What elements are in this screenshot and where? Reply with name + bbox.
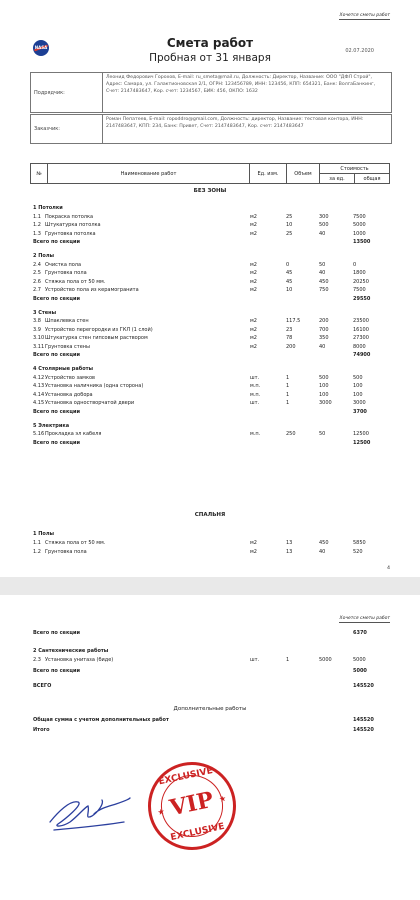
table-row: 2.3 Установка унитаза (биде) шт. 1 5000 5000 bbox=[33, 657, 366, 663]
section-total-row: Всего по секции 74900 bbox=[33, 352, 371, 358]
section-total-row: Всего по секции 3700 bbox=[33, 408, 367, 415]
running-header: Хочется сметы работ bbox=[339, 13, 390, 18]
table-row: 5.16 Прокладка эл кабеля м.п. 250 50 12500 bbox=[33, 431, 369, 437]
doc-subtitle: Пробная от 31 января bbox=[149, 52, 271, 64]
col-num: № bbox=[31, 164, 48, 184]
table-row: 4.13 Установка наличника (одна сторона) м.п. 1 100 100 bbox=[33, 383, 363, 389]
table-row: 4.15 Установка одностворчатой двери шт. 1 3000 3000 bbox=[33, 400, 366, 406]
zone-heading: БЕЗ ЗОНЫ bbox=[193, 188, 227, 194]
stamp-top-text: EXCLUSIVE bbox=[157, 766, 214, 788]
col-unit: Ед. изм. bbox=[250, 164, 287, 184]
star-icon: ★ bbox=[156, 806, 166, 818]
section-title: 1 Полы bbox=[33, 531, 55, 537]
table-row: 1.3 Грунтовка потолка м2 25 40 1000 bbox=[33, 230, 366, 237]
running-header: Хочется сметы работ bbox=[339, 616, 390, 621]
section-title: 4 Столярные работы bbox=[33, 366, 94, 372]
doc-date: 02.07.2020 bbox=[345, 48, 374, 54]
section-total-row: Всего по секции 6370 bbox=[33, 630, 367, 636]
section-total-row: Всего по секции 13500 bbox=[33, 239, 371, 245]
table-row: 2.7 Устройство пола из керамогранита м2 10 750 7500 bbox=[33, 287, 366, 293]
with-extra-total-row: Общая сумма с учетом дополнительных работ 145520 bbox=[33, 717, 374, 723]
grand-total-row: ВСЕГО 145520 bbox=[33, 683, 374, 689]
section-total-row: Всего по секции 12500 bbox=[33, 439, 371, 446]
star-icon: ★ bbox=[218, 793, 228, 805]
extra-works-heading: Дополнительные работы bbox=[173, 706, 247, 712]
client-label: Заказчик: bbox=[31, 115, 103, 143]
table-row: 2.4 Очистка пола м2 0 50 0 bbox=[33, 261, 357, 268]
page-number: 4 bbox=[387, 566, 390, 571]
table-row: 1.1 Покраска потолка м2 25 300 7500 bbox=[33, 213, 366, 220]
client-block bbox=[30, 114, 392, 144]
contractor-label: Подрядчик: bbox=[31, 73, 103, 112]
section-title: 5 Электрика bbox=[33, 422, 70, 429]
nasa-logo-icon: NASA bbox=[33, 40, 49, 56]
table-row: 1.2 Штукатурка потолка м2 10 500 5000 bbox=[33, 222, 366, 228]
section-total-row: Всего по секции 5000 bbox=[33, 668, 367, 674]
page-gap bbox=[0, 577, 420, 595]
final-total-row: Итого 145520 bbox=[33, 727, 374, 733]
col-total: общая bbox=[355, 174, 390, 184]
table-row: 2.6 Стяжка пола от 50 мм. м2 45 450 20250 bbox=[33, 278, 369, 285]
section-title: 2 Полы bbox=[33, 253, 55, 259]
table-row: 3.9 Устройство перегородки из ГКЛ (1 слой) м2 23 700 16100 bbox=[33, 326, 369, 333]
col-per-unit: за ед. bbox=[320, 174, 355, 184]
table-row: 3.10 Штукатурка стен гипсовым раствором м2 78 350 27300 bbox=[33, 335, 369, 341]
contractor-details: Леонид Федорович Горохов, E-mail: ru_smeta@mail.ru, Должность: Директор, Название: ООО "ДФЛ Строй", Адрес: Самара, ул. Галактионовская 2/1, ОГРН: 123456789, ИНН: 123456, КПП: 654321, Банк: ВолгаБанкинг, Счет: 2147483647, Кор. счет: 1234567, БИК: 456, ОКПО: 1632 bbox=[106, 75, 376, 95]
table-row: 3.11 Грунтовка стены м2 200 40 8000 bbox=[33, 343, 366, 350]
stamp-center-text: VIP bbox=[167, 786, 216, 822]
zone-heading: СПАЛЬНЯ bbox=[194, 512, 226, 518]
table-row: 4.12 Устройство замков шт. 1 500 500 bbox=[33, 374, 363, 381]
section-title: 2 Сантехнические работы bbox=[33, 648, 109, 654]
estimate-table-header bbox=[30, 163, 390, 184]
signature-icon bbox=[44, 778, 134, 840]
col-qty: Объем bbox=[287, 164, 320, 184]
page-2 bbox=[0, 595, 420, 900]
client-details: Роман Пепатеев, E-mail: ropoddro@gmail.com, Должность: директор, Название: тестовая контора, ИНН: 2147483647, КПП: 234, Банк: Привет, Счет: 2147483647, Кор. счет: 2147483647 bbox=[106, 117, 364, 130]
section-title: 1 Потолки bbox=[33, 205, 63, 211]
table-row: 1.1 Стяжка пола от 50 мм. м2 13 450 5850 bbox=[33, 540, 366, 546]
stamp-bottom-text: EXCLUSIVE bbox=[169, 821, 226, 844]
table-row: 1.2 Грунтовка пола м2 13 40 520 bbox=[33, 549, 363, 555]
contractor-block bbox=[30, 72, 392, 113]
table-row: 4.14 Установка добора м.п. 1 100 100 bbox=[33, 391, 363, 398]
table-row: 3.8 Шпаклевка стен м2 117.5 200 23500 bbox=[33, 318, 369, 324]
doc-title: Смета работ bbox=[166, 36, 254, 50]
section-total-row: Всего по секции 29550 bbox=[33, 295, 371, 302]
col-name: Наименование работ bbox=[48, 164, 250, 184]
col-cost: Стоимость bbox=[320, 164, 390, 174]
table-row: 2.5 Грунтовка пола м2 45 40 1800 bbox=[33, 270, 366, 276]
section-title: 3 Стены bbox=[33, 309, 57, 316]
